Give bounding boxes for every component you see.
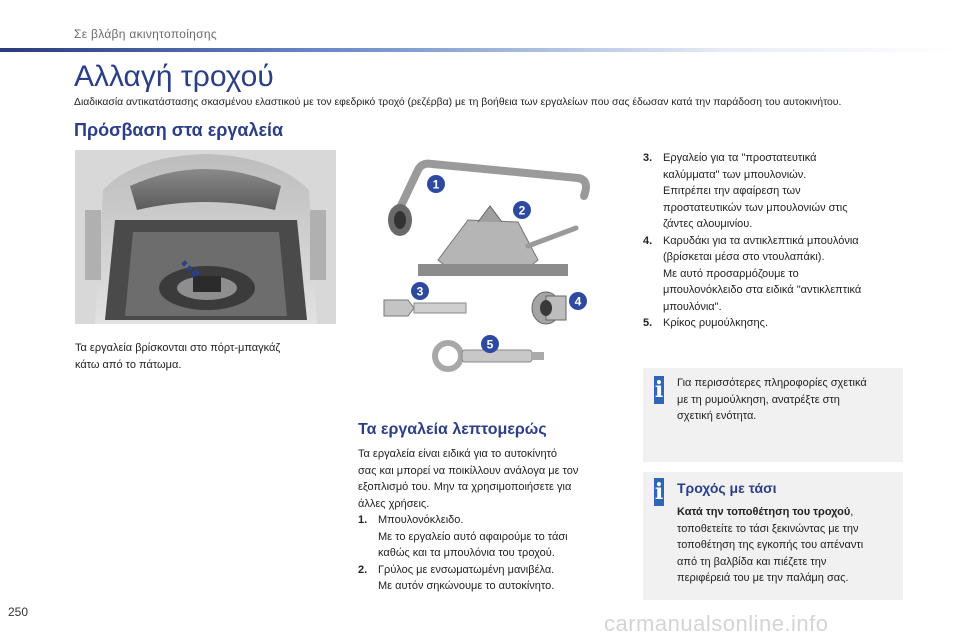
page-subtitle: Διαδικασία αντικατάστασης σκασμένου ελαστικού με τον εφεδρικό τροχό (ρεζέρβα) με τη βοήθεια των εργαλείων που σας έδωσαν κατά την παράδοση του αυτοκινήτου. xyxy=(74,97,842,108)
info-box-towing xyxy=(643,368,903,462)
details-heading: Τα εργαλεία λεπτομερώς xyxy=(358,421,547,438)
tools-illustration xyxy=(378,150,610,375)
info-lead-rest: , xyxy=(850,506,854,518)
info-line: από τη βαλβίδα και πιέζετε την xyxy=(677,555,827,568)
section-tag: Σε βλάβη ακινητοποίησης xyxy=(74,27,217,41)
info-line: τοποθέτηση της εγκοπής του απέναντι xyxy=(677,539,864,551)
list-item-text: καθώς και τα μπουλόνια του τροχού. xyxy=(378,547,555,559)
list-item-text: Επιτρέπει την αφαίρεση των xyxy=(663,185,801,197)
list-item-text: Με αυτόν σηκώνουμε το αυτοκίνητο. xyxy=(378,580,555,592)
info-bold-lead: Κατά την τοποθέτηση του τροχού xyxy=(677,506,851,518)
list-item-text: μπουλονόκλειδο στα ειδικά "αντικλεπτικά xyxy=(663,284,862,296)
tool-badge-label: 4 xyxy=(574,294,582,309)
list-item xyxy=(358,512,628,562)
info-line: σχετική ενότητα. xyxy=(677,410,757,422)
list-item-text: ζάντες αλουμινίου. xyxy=(663,218,753,230)
list-item-number: 4. xyxy=(643,234,653,247)
list-item-text: Μπουλονόκλειδο. xyxy=(378,514,464,526)
list-item-text: Γρύλος με ενσωματωμένη μανιβέλα. xyxy=(378,563,555,576)
details-intro-line: σας και μπορεί να ποικίλλουν ανάλογα με τον xyxy=(358,464,579,477)
tool-badge-label: 5 xyxy=(486,337,494,352)
page-title: Αλλαγή τροχού xyxy=(74,60,274,93)
trunk-photo xyxy=(75,150,336,324)
list-item-number: 5. xyxy=(643,317,653,329)
list-item-text: μπουλόνια". xyxy=(663,300,722,313)
tools-list xyxy=(643,150,913,332)
details-intro-line: άλλες χρήσεις. xyxy=(358,497,430,510)
list-item-text: καλύμματα" των μπουλονιών. xyxy=(663,168,807,181)
details-intro-line: εξοπλισμό του. Μην τα χρησιμοποιήσετε για xyxy=(358,481,572,493)
access-caption-line: Τα εργαλεία βρίσκονται στο πόρτ-μπαγκάζ xyxy=(75,342,281,354)
tool-badge-5 xyxy=(481,335,499,353)
list-item-number: 1. xyxy=(358,514,368,526)
access-caption xyxy=(75,340,280,373)
tool-badge-4 xyxy=(569,292,587,310)
info-line: με τη ρυμούλκηση, ανατρέξτε στη xyxy=(677,393,840,406)
list-item xyxy=(358,562,628,595)
list-item-number: 3. xyxy=(643,152,653,164)
header-rule xyxy=(0,48,960,52)
list-item-text: Με το εργαλείο αυτό αφαιρούμε το τάσι xyxy=(378,530,568,543)
info-line xyxy=(677,504,899,521)
list-item-text: Εργαλείο για τα "προστατευτικά xyxy=(663,152,817,164)
tool-badge-label: 1 xyxy=(432,177,440,192)
info-heading: Τροχός με τάσι xyxy=(677,480,777,496)
info-text xyxy=(677,375,899,425)
trunk-illustration xyxy=(75,150,336,324)
info-line: τοποθετείτε το τάσι ξεκινώντας με την xyxy=(677,522,859,535)
details-text xyxy=(358,446,628,595)
info-text xyxy=(677,504,899,587)
info-icon: i xyxy=(654,479,664,505)
list-item-text: Κρίκος ρυμούλκησης. xyxy=(663,317,769,329)
tool-badge-2 xyxy=(513,201,531,219)
info-line: περιφέρειά του με την παλάμη σας. xyxy=(677,572,849,584)
list-item-text: Καρυδάκι για τα αντικλεπτικά μπουλόνια xyxy=(663,234,859,247)
tool-badge-label: 3 xyxy=(416,284,424,299)
page-number: 250 xyxy=(8,605,29,619)
watermark: carmanualsonline.info xyxy=(604,611,829,636)
access-heading: Πρόσβαση στα εργαλεία xyxy=(74,120,284,140)
list-item xyxy=(643,150,913,233)
list-item-text: (βρίσκεται μέσα στο ντουλαπάκι). xyxy=(663,251,825,263)
list-item-text: Με αυτό προσαρμόζουμε το xyxy=(663,267,799,280)
list-item xyxy=(643,233,913,316)
details-intro-line: Τα εργαλεία είναι ειδικά για το αυτοκίνητό xyxy=(358,448,558,460)
info-box-hubcap xyxy=(643,472,903,600)
tool-badge-1 xyxy=(427,175,445,193)
tool-badge-3 xyxy=(411,282,429,300)
list-item-number: 2. xyxy=(358,563,368,576)
info-line: Για περισσότερες πληροφορίες σχετικά xyxy=(677,377,867,389)
tool-badge-label: 2 xyxy=(518,203,526,218)
list-item-text: προστατευτικών των μπουλονιών στις xyxy=(663,201,848,214)
access-caption-line: κάτω από το πάτωμα. xyxy=(75,358,182,371)
info-icon: i xyxy=(654,377,664,403)
tools-figure xyxy=(378,150,610,375)
list-item xyxy=(643,315,913,332)
